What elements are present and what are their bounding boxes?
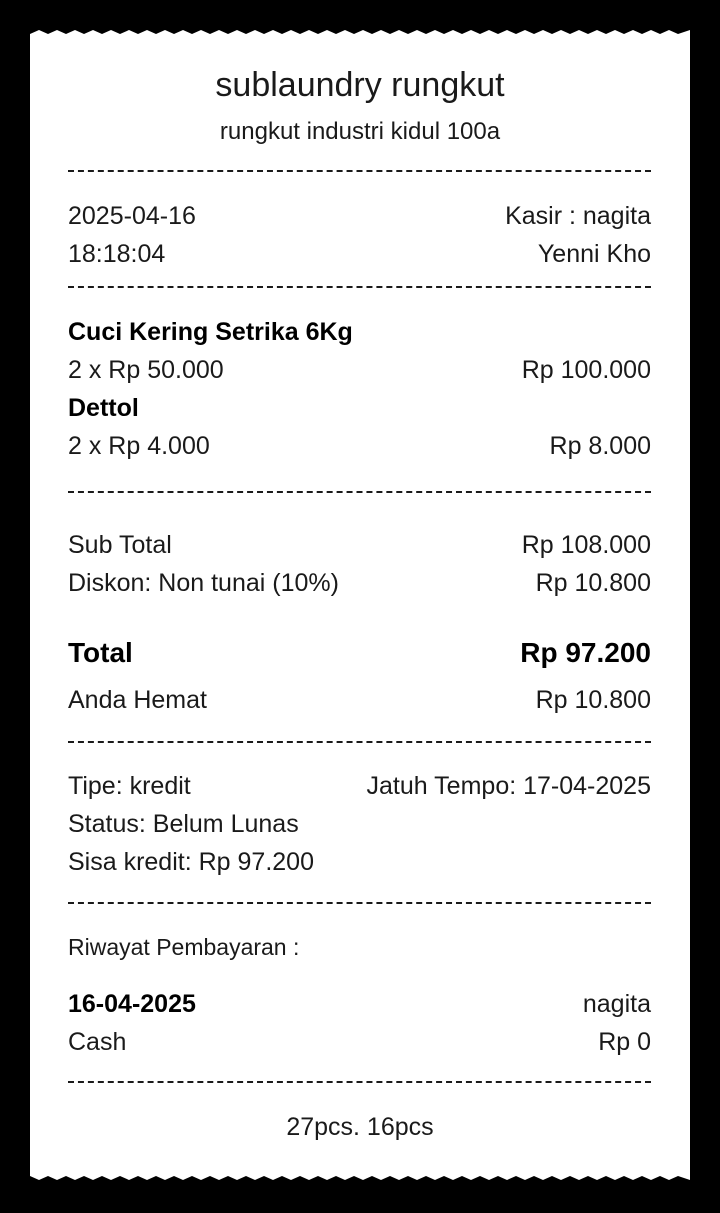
divider xyxy=(68,491,651,493)
history-amount: Rp 0 xyxy=(598,1028,651,1056)
item-amount: Rp 100.000 xyxy=(521,356,651,384)
payment-history-title: Riwayat Pembayaran : xyxy=(68,934,300,960)
history-user: nagita xyxy=(582,990,651,1018)
remaining-credit: Sisa kredit: Rp 97.200 xyxy=(68,848,314,876)
history-method: Cash xyxy=(68,1028,127,1056)
store-name: sublaundry rungkut xyxy=(215,66,505,104)
divider xyxy=(68,170,651,172)
footer-note: 27pcs. 16pcs xyxy=(286,1113,434,1141)
receipt xyxy=(30,40,690,1170)
item-name: Dettol xyxy=(68,394,139,422)
item-qty-price: 2 x Rp 50.000 xyxy=(68,356,224,384)
cashier-label: Kasir : nagita xyxy=(505,202,651,230)
saved-value: Rp 10.800 xyxy=(535,686,651,714)
subtotal-value: Rp 108.000 xyxy=(521,531,651,559)
divider xyxy=(68,1081,651,1083)
receipt-date: 2025-04-16 xyxy=(68,202,196,230)
divider xyxy=(68,286,651,288)
item-name: Cuci Kering Setrika 6Kg xyxy=(68,318,353,346)
payment-type: Tipe: kredit xyxy=(68,772,191,800)
payment-status: Status: Belum Lunas xyxy=(68,810,299,838)
total-value: Rp 97.200 xyxy=(520,637,651,668)
subtotal-label: Sub Total xyxy=(68,531,172,559)
receipt-bottom-edge xyxy=(30,1168,690,1180)
item-qty-price: 2 x Rp 4.000 xyxy=(68,432,210,460)
receipt-time: 18:18:04 xyxy=(68,240,166,268)
divider xyxy=(68,902,651,904)
history-date: 16-04-2025 xyxy=(68,990,196,1018)
store-address: rungkut industri kidul 100a xyxy=(219,118,501,145)
item-amount: Rp 8.000 xyxy=(549,432,651,460)
total-label: Total xyxy=(68,637,133,668)
customer-name: Yenni Kho xyxy=(537,240,651,268)
saved-label: Anda Hemat xyxy=(68,686,207,714)
due-date: Jatuh Tempo: 17-04-2025 xyxy=(366,772,651,800)
discount-label: Diskon: Non tunai (10%) xyxy=(68,569,339,597)
divider xyxy=(68,741,651,743)
discount-value: Rp 10.800 xyxy=(535,569,651,597)
